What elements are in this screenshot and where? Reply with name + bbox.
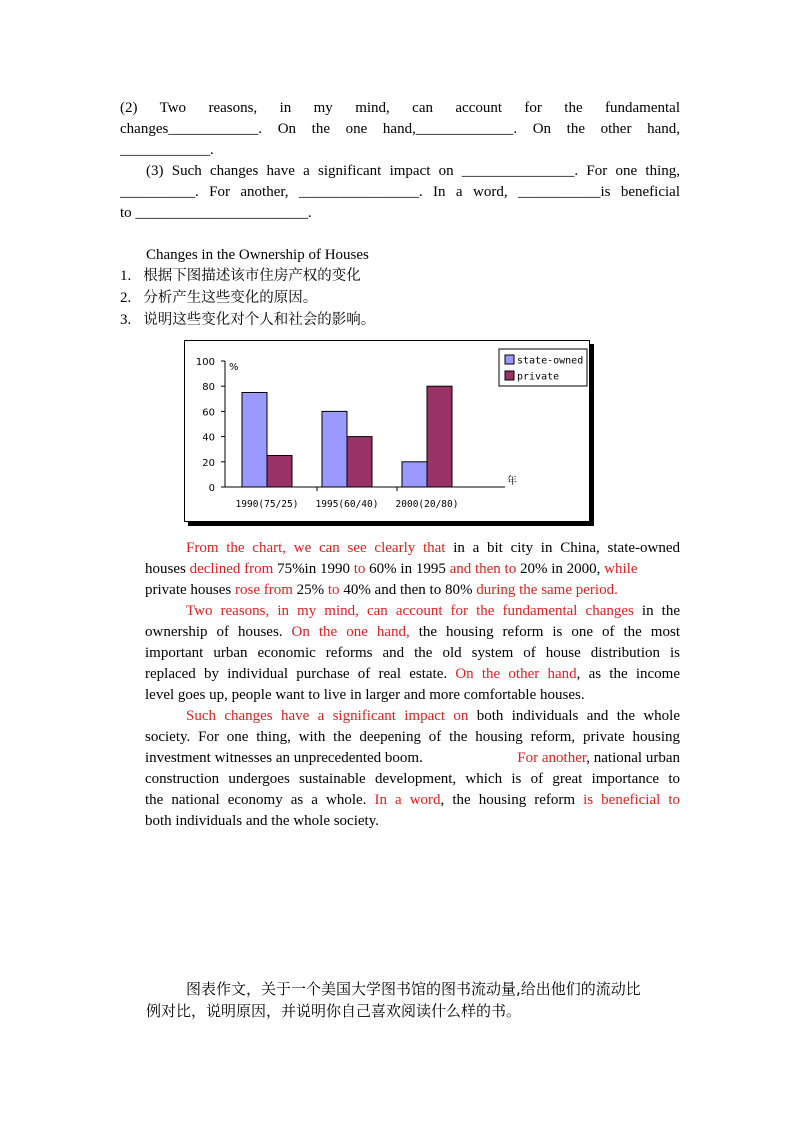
essay-highlight: and then to [449,561,517,577]
task-item [120,266,361,287]
essay-line [145,559,680,580]
essay-text: both individuals and the whole [468,708,680,724]
bar-private [427,386,452,487]
legend-swatch [505,371,514,380]
essay-highlight: to [327,582,340,598]
essay-line: construction undergoes sustainable development, which is of great importance to [145,771,680,787]
essay-line [186,601,680,622]
task-item-number: 1. [120,268,132,284]
exercise-p2-line3: ____________. [120,142,214,158]
essay-text: in the [633,603,680,619]
task-item-number: 3. [120,312,132,328]
bar-chart-svg [185,341,589,521]
essay-line [145,664,680,685]
legend-label: private [517,371,560,383]
essay-text: , the housing reform [440,792,584,808]
essay-highlight: during the same period. [476,582,618,598]
x-category-label: 2000(20/80) [395,499,459,510]
y-tick-label: 80 [202,382,215,394]
essay-text: ownership of houses. [145,624,292,640]
legend-label: state-owned [517,355,584,367]
essay-text: 20% in 2000, [516,561,605,577]
essay-text: , national urban [586,750,680,766]
task-item-number: 2. [120,290,132,306]
essay-line [145,790,680,811]
task-item-text: 根据下图描述该市住房产权的变化 [143,268,361,284]
y-tick-label: 100 [195,357,215,368]
essay-text: 25% [292,582,328,598]
essay-text: , as the income [576,666,680,682]
essay-line: level goes up, people want to live in larger and more comfortable houses. [145,687,585,703]
essay-text: in a bit city in China, state-owned [445,540,680,556]
essay-highlight: From the chart, we can see clearly that [186,540,446,556]
task-title: Changes in the Ownership of Houses [146,247,369,263]
essay-line: both individuals and the whole society. [145,813,379,829]
exercise-p2-line2: changes____________. On the one hand,_____________. On the other hand, [120,121,680,137]
essay-line: society. For one thing, with the deepening of the housing reform, private housing [145,729,680,745]
bar-chart [184,340,590,522]
essay-line [145,748,680,769]
x-unit-label: 年 [507,476,517,487]
essay-highlight: while [604,561,638,577]
essay-highlight: is beneficial to [583,792,681,808]
essay-text: the housing reform is one of the most [409,624,680,640]
essay-text: replaced by individual purchase of real estate. [145,666,456,682]
essay-line [186,538,680,559]
essay-line [145,622,680,643]
exercise-p2-line1: (2) Two reasons, in my mind, can account for the fundamental [120,100,680,116]
essay-line: important urban economic reforms and the old system of house distribution is [145,645,680,661]
exercise-p3-line2: __________. For another, ________________. In a word, ___________is beneficial [120,184,680,200]
next-task-line: 例对比，说明原因，并说明你自己喜欢阅读什么样的书。 [146,1002,522,1020]
legend-swatch [505,355,514,364]
bar-state-owned [402,462,427,487]
essay-highlight: Two reasons, in my mind, can account for the fundamental changes [186,603,634,619]
exercise-p3-line3: to _______________________. [120,205,312,221]
x-category-label: 1990(75/25) [235,499,299,510]
essay-highlight: For another [517,750,587,766]
task-item-text: 说明这些变化对个人和社会的影响。 [143,312,376,328]
y-tick-label: 20 [202,457,215,469]
essay-highlight: On the other hand [455,666,577,682]
essay-text: 75%in 1990 [273,561,354,577]
essay-highlight: Such changes have a significant impact on [186,708,469,724]
essay-text: 60% in 1995 [365,561,450,577]
next-task-line: 图表作文，关于一个美国大学图书馆的图书流动量,给出他们的流动比 [186,980,641,998]
bar-private [267,456,292,488]
task-item [120,288,317,309]
essay-text: private houses [145,582,235,598]
essay-text: investment witnesses an unprecedented boom. [145,750,423,766]
x-category-label: 1995(60/40) [315,499,379,510]
essay-line [186,706,680,727]
y-unit-label: % [229,362,239,373]
essay-text: houses [145,561,190,577]
task-item-text: 分析产生这些变化的原因。 [143,290,318,306]
y-tick-label: 0 [208,483,215,494]
essay-text: the national economy as a whole. [145,792,375,808]
bar-state-owned [322,411,347,487]
exercise-p3-line1: (3) Such changes have a significant impact on _______________. For one thing, [146,163,680,179]
essay-text: 40% and then to 80% [339,582,477,598]
essay-highlight: On the one hand, [291,624,410,640]
bar-private [347,437,372,487]
essay-highlight: to [353,561,366,577]
essay-highlight: declined from [189,561,274,577]
y-tick-label: 40 [202,432,215,444]
essay-line [145,580,618,601]
task-item [120,310,375,331]
essay-highlight: In a word [374,792,441,808]
bar-state-owned [242,393,267,488]
y-tick-label: 60 [202,407,215,419]
essay-highlight: rose from [234,582,293,598]
